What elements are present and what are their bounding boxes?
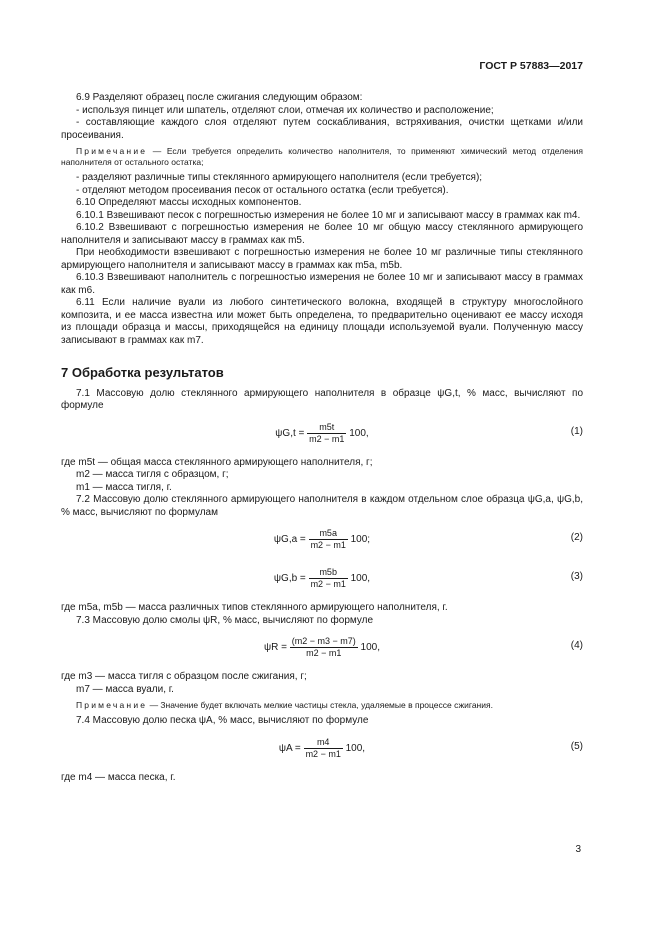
formula-lhs: ψR = [263, 642, 287, 654]
paragraph-7-4: 7.4 Массовую долю песка ψA, % масс, вычисляют по формуле [76, 715, 369, 726]
page-number: 3 [575, 844, 581, 855]
formula-number: (4) [570, 640, 583, 651]
formula-number: (2) [570, 532, 583, 543]
formula-denominator: m2 − m1 [305, 748, 341, 759]
note-1 [61, 146, 583, 168]
formula-numerator: m4 [304, 737, 343, 749]
formula-lhs: ψG,a = [273, 534, 306, 546]
note-label: Примечание [76, 146, 148, 156]
formula-2 [61, 524, 583, 558]
formula-rhs: 100, [349, 427, 369, 439]
formula-lhs: ψG,t = [275, 427, 305, 439]
note-2 [61, 700, 583, 711]
formula-rhs: 100, [350, 573, 371, 585]
list-item: - используя пинцет или шпатель, отделяют слои, отмечая их количество и расположение; [76, 104, 494, 116]
formula-rhs: 100, [345, 742, 366, 754]
paragraph-6-10-2b: При необходимости взвешивают с погрешностью измерения не более 10 мг различные типы стеклянного армирующего наполнителя и записывают массу в граммах как m5a, m5b. [61, 247, 583, 271]
paragraph-6-10: 6.10 Определяют массы исходных компонентов. [76, 197, 302, 208]
page-content [61, 92, 583, 784]
paragraph-6-9: 6.9 Разделяют образец после сжигания следующим образом: [76, 92, 363, 103]
note-text: — Если требуется определить количество наполнителя, то применяют химический метод отделения наполнителя от остального остатка; [61, 146, 583, 167]
note-label: Примечание [76, 700, 148, 710]
paragraph-6-10-3: 6.10.3 Взвешивают наполнитель с погрешностью измерения не более 10 мг и записывают массу в граммах как m6. [61, 272, 583, 296]
where-line: m7 — масса вуали, г. [76, 683, 174, 695]
formula-rhs: 100, [360, 642, 380, 654]
formula-4 [61, 632, 583, 666]
formula-denominator: m2 − m1 [310, 579, 346, 589]
paragraph-7-2: 7.2 Массовую долю стеклянного армирующего наполнителя в каждом отдельном слое образца ψG,a, ψG,b, % масс, вычисляют по формулам [61, 494, 583, 518]
where-line: m1 — масса тигля, г. [76, 481, 172, 493]
where-line: где m3 — масса тигля с образцом после сжигания, г; [61, 671, 307, 682]
paragraph-7-1: 7.1 Массовую долю стеклянного армирующего наполнителя в образце ψG,t, % масс, вычисляют по формуле [61, 387, 583, 411]
formula-1 [61, 418, 583, 452]
formula-3 [61, 563, 583, 597]
note-text: — Значение будет включать мелкие частицы стекла, удаляемые в процессе сжигания. [147, 700, 493, 710]
formula-rhs: 100; [350, 534, 371, 546]
where-line: где m5a, m5b — масса различных типов стеклянного армирующего наполнителя, г. [61, 602, 448, 613]
formula-number: (5) [570, 740, 583, 752]
formula-denominator: m2 − m1 [306, 648, 342, 658]
paragraph-7-3: 7.3 Массовую долю смолы ψR, % масс, вычисляют по формуле [76, 614, 374, 626]
list-item: - составляющие каждого слоя отделяют путем соскабливания, встряхивания, очистки щетками и/или просеивания. [61, 117, 583, 141]
formula-numerator: m5t [307, 422, 346, 434]
formula-number: (3) [570, 571, 583, 582]
document-header: ГОСТ Р 57883—2017 [479, 60, 583, 72]
formula-lhs: ψA = [278, 742, 301, 754]
where-line: m2 — масса тигля с образцом, г; [76, 469, 229, 480]
formula-numerator: m5b [309, 567, 348, 579]
formula-denominator: m2 − m1 [310, 540, 346, 550]
list-item: - отделяют методом просеивания песок от остального остатка (если требуется). [76, 184, 449, 196]
paragraph-6-11: 6.11 Если наличие вуали из любого синтетического волокна, входящей в структуру многослойного композита, и ее масса известна или может быть определена, то предварительно оценивают ее массу исходя из площади образца и массы, приходящейся на единицу площади используемой вуали. Полученную массу записывают в граммах как m7. [61, 297, 583, 346]
formula-5 [61, 733, 583, 767]
formula-number: (1) [570, 425, 583, 437]
formula-lhs: ψG,b = [273, 573, 306, 585]
section-title: 7 Обработка результатов [61, 365, 224, 380]
where-line: где m5t — общая масса стеклянного армирующего наполнителя, г; [61, 456, 373, 468]
formula-numerator: (m2 − m3 − m7) [291, 636, 356, 646]
formula-numerator: m5a [309, 528, 348, 540]
where-line: где m4 — масса песка, г. [61, 771, 176, 783]
paragraph-6-10-1: 6.10.1 Взвешивают песок с погрешностью измерения не более 10 мг и записывают массу в граммах как m4. [76, 209, 581, 221]
list-item: - разделяют различные типы стеклянного армирующего наполнителя (если требуется); [76, 172, 483, 183]
paragraph-6-10-2: 6.10.2 Взвешивают с погрешностью измерения не более 10 мг общую массу стеклянного армирующего наполнителя и записывают массу в граммах как m5. [61, 222, 583, 246]
formula-denominator: m2 − m1 [309, 433, 345, 444]
